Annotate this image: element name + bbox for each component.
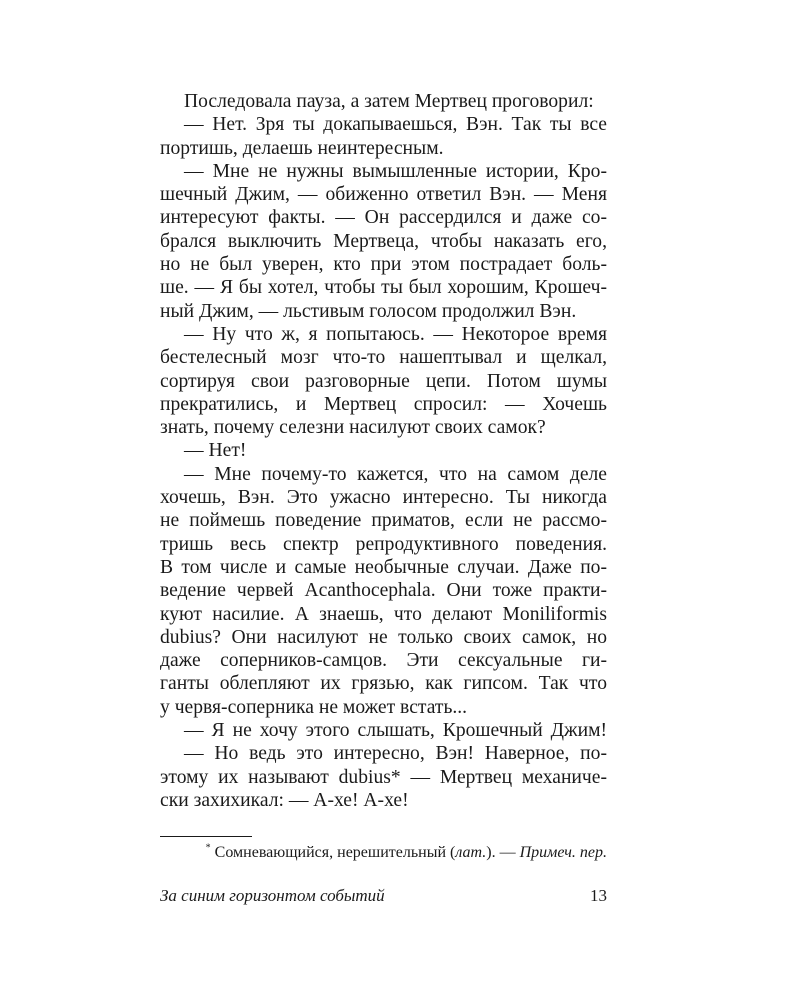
text-line: — Мне не нужны вымышленные истории, Кро- xyxy=(184,160,607,182)
text-line: ный Джим, — льстивым голосом продолжил Вэн. xyxy=(160,300,577,322)
text-line: В том числе и самые необычные случаи. Даже по- xyxy=(160,556,607,578)
text-line: — Я не хочу этого слышать, Крошечный Джим! xyxy=(184,720,607,742)
text-line: но не был уверен, кто при этом пострадает боль- xyxy=(160,254,607,276)
text-line: брался выключить Мертвеца, чтобы наказать его, xyxy=(160,230,607,252)
footnote-lang-abbrev: лат. xyxy=(455,844,487,861)
footnote-marker: * xyxy=(205,842,211,854)
body-text xyxy=(160,90,607,812)
footnote-text-after: ). — xyxy=(486,844,520,861)
text-line: прекратились, и Мертвец спросил: — Хочешь xyxy=(160,393,607,415)
footnote-translator-note: Примеч. пер. xyxy=(519,844,607,861)
text-line: Последовала пауза, а затем Мертвец проговорил: xyxy=(184,91,594,112)
footnote-text: Сомневающийся, нерешительный ( xyxy=(210,844,456,861)
text-line: тришь весь спектр репродуктивного поведения. xyxy=(160,533,607,555)
text-line: ски захихикал: — А-хе! А-хе! xyxy=(160,789,409,811)
text-line: шечный Джим, — обиженно ответил Вэн. — Меня xyxy=(160,184,607,206)
text-line: интересуют факты. — Он рассердился и даже со- xyxy=(160,207,607,229)
text-line: ганты облепляют их грязью, как гипсом. Так что xyxy=(160,673,607,695)
text-line: ше. — Я бы хотел, чтобы ты был хорошим, Крошеч- xyxy=(160,277,607,299)
footnote-divider xyxy=(160,836,252,837)
text-line: даже соперников-самцов. Эти сексуальные ги- xyxy=(160,650,607,672)
page-footer xyxy=(160,884,607,908)
text-line: у червя-соперника не может встать... xyxy=(160,696,468,718)
text-line: — Нет. Зря ты докапываешься, Вэн. Так ты все xyxy=(184,114,607,136)
text-line: этому их называют dubius* — Мертвец механиче- xyxy=(160,766,607,788)
text-line: — Но ведь это интересно, Вэн! Наверное, по- xyxy=(184,743,607,765)
text-line: — Нет! xyxy=(184,440,247,462)
text-line: сортируя свои разговорные цепи. Потом шумы xyxy=(160,370,607,392)
text-line: dubius? Они насилуют не только своих самок, но xyxy=(160,626,607,648)
text-line: — Мне почему-то кажется, что на самом деле xyxy=(184,463,607,485)
text-line: бестелесный мозг что-то нашептывал и щелкал, xyxy=(160,347,607,369)
text-line: портишь, делаешь неинтересным. xyxy=(160,137,444,159)
footnote xyxy=(160,843,607,863)
text-line: не поймешь поведение приматов, если не рассмо- xyxy=(160,510,607,532)
text-line: — Ну что ж, я попытаюсь. — Некоторое время xyxy=(184,323,607,345)
text-line: знать, почему селезни насилуют своих самок? xyxy=(160,417,546,439)
text-line: куют насилие. А знаешь, что делают Moniliformis xyxy=(160,603,607,625)
page-number: 13 xyxy=(590,886,607,905)
text-line: ведение червей Acanthocephala. Они тоже практи- xyxy=(160,580,607,602)
text-line: хочешь, Вэн. Это ужасно интересно. Ты никогда xyxy=(160,487,607,509)
running-title: За синим горизонтом событий xyxy=(160,886,385,905)
